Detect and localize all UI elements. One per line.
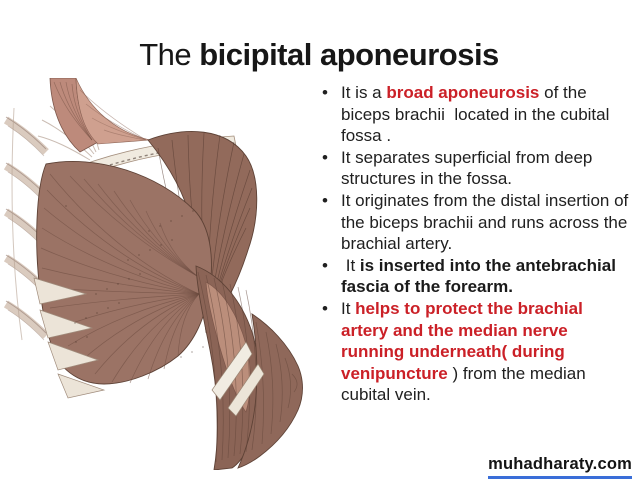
bullet-text-segment: broad aponeurosis [386,83,540,102]
page-title [0,37,638,73]
bullet-text-segment: helps to protect the brachial artery and the median nerve running underneath( during venipuncture [341,298,588,383]
bullet-text-segment: ) from the median cubital vein. [341,363,591,405]
bullet-text-segment: It [341,255,360,275]
bullet-text-segment: It separates superficial from deep structures in the fossa. [341,147,598,189]
watermark-text[interactable]: muhadharaty.com [488,455,632,473]
anatomy-illustration-svg [0,78,310,470]
bullet-text-segment: is inserted into the antebrachial fascia of the forearm. [341,255,621,297]
bullet-list [318,82,632,406]
anatomy-illustration [0,78,310,470]
bullet-item [318,255,632,298]
bullet-item [318,298,632,406]
bullet-text-segment: It is a [341,83,387,102]
title-emphasis: bicipital aponeurosis [199,36,499,72]
bullet-text-segment: It originates from the distal insertion of the biceps brachii and runs across the brachial artery. [341,190,633,254]
watermark[interactable] [488,455,632,479]
title-prefix: The [139,36,200,72]
bullet-text-segment: It [341,298,356,318]
bullet-item [318,82,632,147]
bullet-text-segment: of the biceps brachii located in the cubital fossa . [341,83,615,146]
bullet-item [318,190,632,255]
bullet-item [318,147,632,190]
